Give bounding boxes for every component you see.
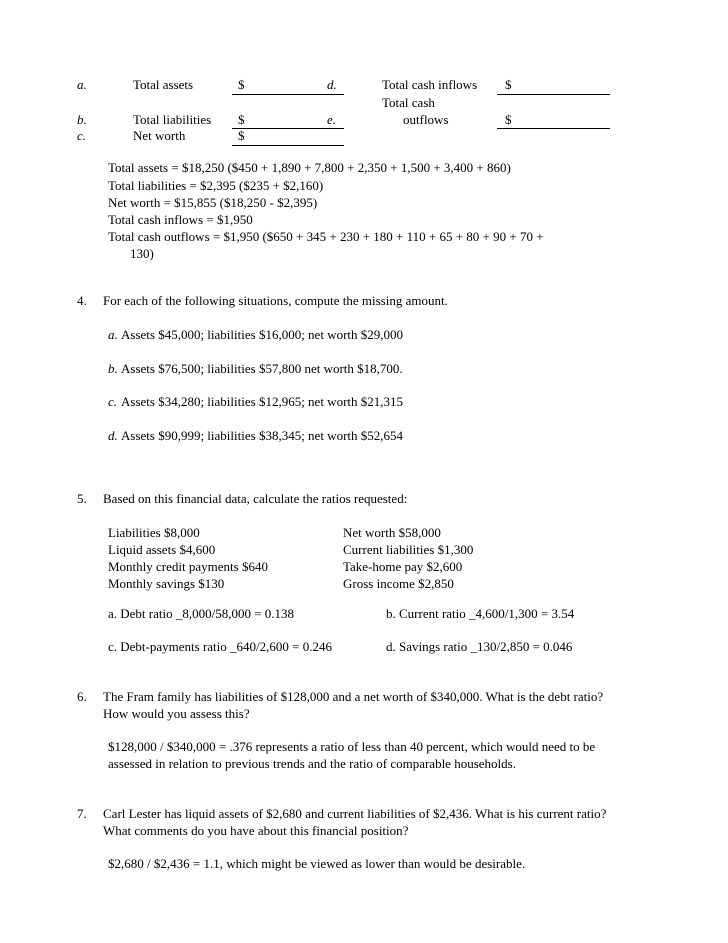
item-text: Assets $45,000; liabilities $16,000; net worth $29,000 (121, 327, 404, 342)
answer-blank-d (497, 94, 610, 95)
question-text: For each of the following situations, compute the missing amount. (103, 293, 448, 308)
answer-line: Total liabilities = $2,395 ($235 + $2,160) (108, 178, 324, 193)
answer-line: Net worth = $15,855 ($18,250 - $2,395) (108, 195, 318, 210)
item-label-total-liabilities: Total liabilities (133, 112, 212, 127)
item-letter: c. (108, 394, 118, 409)
answer-text: $128,000 / $340,000 = .376 represents a ratio of less than 40 percent, which would need to be (108, 739, 596, 754)
data-item: Monthly credit payments $640 (108, 559, 268, 574)
dollar-sign: $ (238, 128, 245, 143)
question-text: The Fram family has liabilities of $128,000 and a net worth of $340,000. What is the debt ratio? (103, 689, 604, 704)
answer-blank-a (232, 94, 344, 95)
item-label-total-cash-inflows: Total cash inflows (382, 77, 478, 92)
data-item: Gross income $2,850 (343, 576, 454, 591)
dollar-sign: $ (505, 112, 512, 127)
answer-text: assessed in relation to previous trends and the ratio of comparable households. (108, 756, 516, 771)
ratio-answer: d. Savings ratio _130/2,850 = 0.046 (386, 639, 573, 654)
question-number: 5. (77, 491, 87, 506)
item-text: Assets $76,500; liabilities $57,800 net worth $18,700. (121, 361, 403, 376)
answer-line: Total assets = $18,250 ($450 + 1,890 + 7,800 + 2,350 + 1,500 + 3,400 + 860) (108, 160, 511, 175)
answer-blank-b (232, 128, 344, 129)
ratio-answer: b. Current ratio _4,600/1,300 = 3.54 (386, 606, 575, 621)
item-label-outflows: outflows (403, 112, 449, 127)
answer-blank-c (232, 145, 344, 146)
item-letter-a: a. (77, 77, 87, 92)
question-number: 4. (77, 293, 87, 308)
data-item: Take-home pay $2,600 (343, 559, 463, 574)
item-letter-c: c. (77, 128, 87, 143)
answer-text: $2,680 / $2,436 = 1.1, which might be viewed as lower than would be desirable. (108, 856, 526, 871)
item-letter-d: d. (327, 77, 337, 92)
answer-line: Total cash outflows = $1,950 ($650 + 345 + 230 + 180 + 110 + 65 + 80 + 90 + 70 + (108, 229, 544, 244)
item-label-net-worth: Net worth (133, 128, 186, 143)
dollar-sign: $ (238, 112, 245, 127)
question-text: Carl Lester has liquid assets of $2,680 and current liabilities of $2,436. What is his current ratio? (103, 806, 607, 821)
data-item: Liabilities $8,000 (108, 525, 200, 540)
item-letter: b. (108, 361, 118, 376)
dollar-sign: $ (505, 77, 512, 92)
item-text: Assets $34,280; liabilities $12,965; net worth $21,315 (121, 394, 404, 409)
data-item: Monthly savings $130 (108, 576, 225, 591)
ratio-answer: c. Debt-payments ratio _640/2,600 = 0.246 (108, 639, 332, 654)
question-text: Based on this financial data, calculate the ratios requested: (103, 491, 408, 506)
question-number: 7. (77, 806, 87, 821)
answer-blank-e (497, 128, 610, 129)
question-text: How would you assess this? (103, 706, 250, 721)
data-item: Liquid assets $4,600 (108, 542, 216, 557)
item-text: Assets $90,999; liabilities $38,345; net worth $52,654 (121, 428, 404, 443)
dollar-sign: $ (238, 77, 245, 92)
item-label-total-cash: Total cash (382, 95, 435, 110)
item-letter-e: e. (327, 112, 337, 127)
item-letter: a. (108, 327, 118, 342)
ratio-answer: a. Debt ratio _8,000/58,000 = 0.138 (108, 606, 295, 621)
data-item: Net worth $58,000 (343, 525, 441, 540)
item-letter: d. (108, 428, 118, 443)
answer-line: 130) (130, 246, 154, 261)
question-number: 6. (77, 689, 87, 704)
answer-line: Total cash inflows = $1,950 (108, 212, 253, 227)
item-letter-b: b. (77, 112, 87, 127)
item-label-total-assets: Total assets (133, 77, 194, 92)
data-item: Current liabilities $1,300 (343, 542, 474, 557)
question-text: What comments do you have about this financial position? (103, 823, 409, 838)
